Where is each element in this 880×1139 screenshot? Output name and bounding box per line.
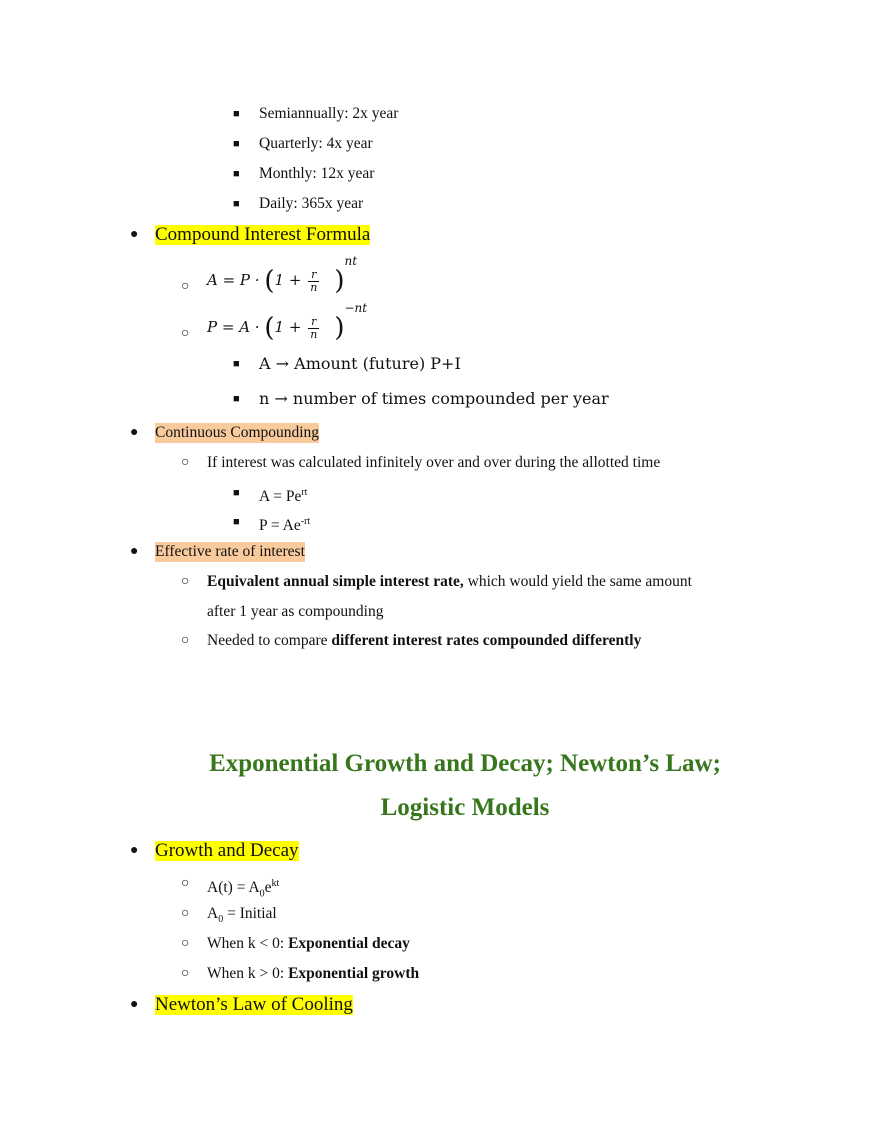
- fraction-numerator: r: [308, 269, 319, 282]
- square-bullet-icon: ■: [233, 487, 240, 499]
- hollow-bullet-icon: ○: [181, 574, 190, 589]
- hollow-bullet-icon: ○: [181, 906, 190, 921]
- fraction: [308, 269, 319, 294]
- exponent: rt: [301, 487, 308, 498]
- exponent: −nt: [344, 301, 368, 315]
- bullet-icon: ●: [130, 425, 139, 440]
- continuation-line: after 1 year as compounding: [207, 603, 384, 620]
- definition-amount: A → Amount (future) P+I: [259, 354, 461, 373]
- bullet-icon: ●: [130, 544, 139, 559]
- formula-continuous-present: [259, 512, 310, 536]
- section-title: Compound Interest Formula: [155, 224, 371, 245]
- fraction-denominator: n: [310, 327, 318, 341]
- plain-text: = Initial: [223, 905, 277, 922]
- formula-continuous-future: [259, 483, 307, 507]
- formula-expression: [207, 254, 358, 298]
- square-bullet-icon: ■: [233, 138, 240, 150]
- square-bullet-icon: ■: [233, 516, 240, 528]
- list-item-text: Daily: 365x year: [259, 195, 364, 212]
- definition-n: n → number of times compounded per year: [259, 389, 609, 408]
- plain-text: which would yield the same amount: [463, 573, 692, 590]
- subscript: 0: [218, 914, 224, 926]
- exponent: nt: [344, 254, 358, 268]
- exponent: -rt: [300, 516, 311, 527]
- page-heading-line2: Logistic Models: [380, 794, 550, 821]
- one-plus: 1 +: [274, 271, 302, 289]
- formula-growth: [207, 874, 279, 904]
- initial-definition: [207, 904, 277, 930]
- formula-lhs: A = P ·: [207, 271, 260, 289]
- list-item-text: Monthly: 12x year: [259, 165, 375, 182]
- square-bullet-icon: ■: [233, 393, 240, 405]
- open-paren-icon: (: [264, 266, 275, 296]
- square-bullet-icon: ■: [233, 168, 240, 180]
- subscript: 0: [259, 888, 265, 900]
- list-item-text: [207, 934, 410, 954]
- bullet-icon: ●: [130, 997, 139, 1012]
- hollow-bullet-icon: ○: [181, 876, 190, 891]
- square-bullet-icon: ■: [233, 358, 240, 370]
- formula-lhs: P = A ·: [207, 318, 260, 336]
- open-paren-icon: (: [264, 313, 275, 343]
- formula-expression: [207, 301, 368, 345]
- hollow-bullet-icon: ○: [181, 966, 190, 981]
- plain-text: Needed to compare: [207, 632, 332, 649]
- one-plus: 1 +: [274, 318, 302, 336]
- formula-base: A = Pe: [259, 488, 302, 506]
- fraction-numerator: r: [308, 316, 319, 329]
- list-item-text: [207, 964, 419, 984]
- hollow-bullet-icon: ○: [181, 633, 190, 648]
- list-item-text: If interest was calculated infinitely over and over during the allotted time: [207, 454, 661, 471]
- hollow-bullet-icon: ○: [181, 279, 190, 294]
- section-title: Newton’s Law of Cooling: [155, 994, 353, 1015]
- square-bullet-icon: ■: [233, 108, 240, 120]
- formula-e: e: [264, 879, 272, 897]
- bullet-icon: ●: [130, 843, 139, 858]
- plain-text: When k > 0:: [207, 965, 289, 982]
- square-bullet-icon: ■: [233, 198, 240, 210]
- list-item-text: Quarterly: 4x year: [259, 135, 373, 152]
- formula-base: A(t) = A: [207, 879, 260, 897]
- fraction-denominator: n: [310, 280, 318, 294]
- exponent: kt: [271, 878, 280, 889]
- close-paren-icon: ): [326, 266, 345, 296]
- section-title: Effective rate of interest: [155, 543, 305, 560]
- fraction: [308, 316, 319, 341]
- list-item-text: [207, 631, 641, 651]
- formula-base: A: [207, 905, 219, 922]
- close-paren-icon: ): [326, 313, 345, 343]
- bold-term: Exponential decay: [288, 935, 410, 952]
- bold-term: Equivalent annual simple interest rate,: [207, 573, 464, 590]
- hollow-bullet-icon: ○: [181, 455, 190, 470]
- hollow-bullet-icon: ○: [181, 326, 190, 341]
- section-title: Continuous Compounding: [155, 424, 320, 441]
- bold-term: Exponential growth: [288, 965, 420, 982]
- bold-term: different interest rates compounded differently: [331, 632, 642, 649]
- bullet-icon: ●: [130, 227, 139, 242]
- hollow-bullet-icon: ○: [181, 936, 190, 951]
- plain-text: When k < 0:: [207, 935, 289, 952]
- list-item-text: Semiannually: 2x year: [259, 105, 399, 122]
- page-heading: Exponential Growth and Decay; Newton’s Law;: [209, 750, 721, 777]
- formula-base: P = Ae: [259, 517, 301, 535]
- list-item-text: [207, 572, 692, 592]
- section-title: Growth and Decay: [155, 840, 299, 861]
